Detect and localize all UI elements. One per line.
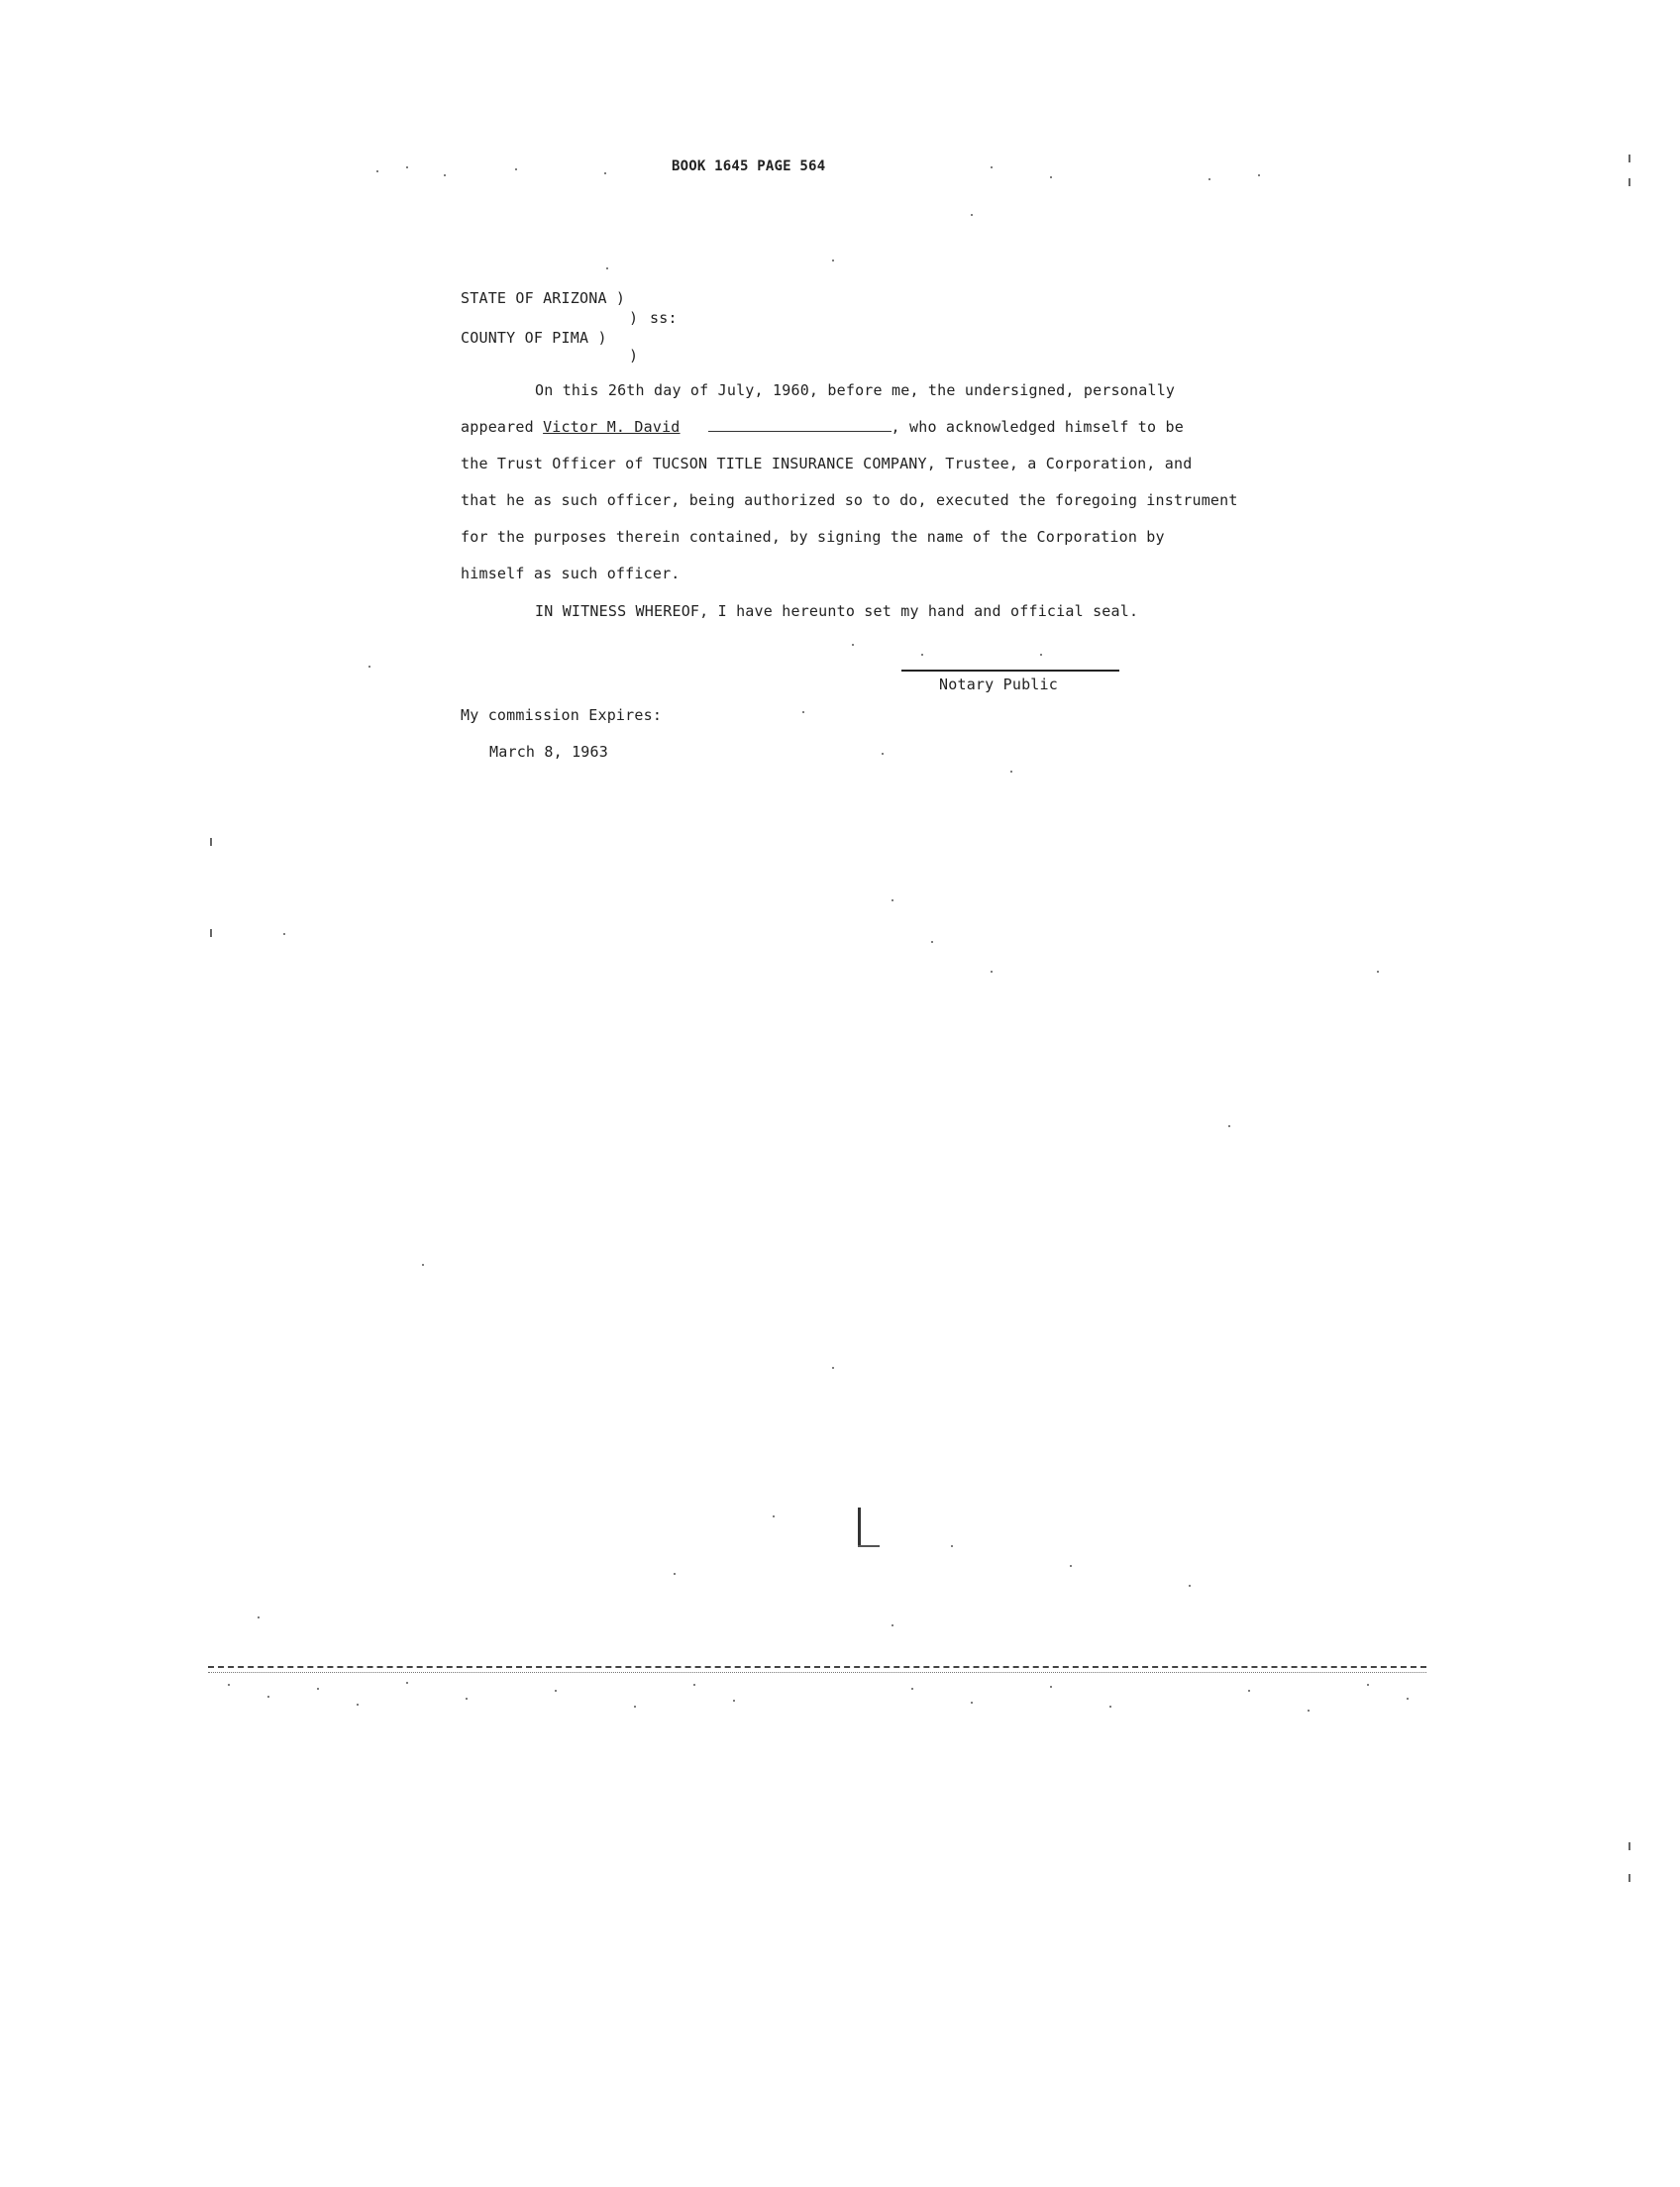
scan-speck bbox=[951, 1545, 953, 1547]
scan-speck bbox=[911, 1688, 913, 1690]
scan-speck bbox=[931, 941, 933, 943]
scan-speck bbox=[267, 1696, 269, 1698]
scan-speck bbox=[773, 1515, 775, 1517]
scan-speck bbox=[1070, 1565, 1072, 1567]
venue-state: STATE OF ARIZONA ) bbox=[461, 289, 626, 307]
scan-speck bbox=[368, 666, 370, 668]
scan-speck bbox=[1050, 1686, 1052, 1688]
ack-line-1: On this 26th day of July, 1960, before me, the undersigned, personally bbox=[535, 381, 1176, 399]
edge-mark bbox=[1628, 155, 1630, 162]
scan-speck bbox=[1407, 1698, 1409, 1700]
commission-date: March 8, 1963 bbox=[489, 743, 608, 761]
scan-speck bbox=[376, 170, 378, 172]
scan-speck bbox=[882, 753, 884, 755]
venue-county: COUNTY OF PIMA ) bbox=[461, 329, 607, 347]
blank-line bbox=[708, 419, 892, 432]
scan-speck bbox=[1377, 971, 1379, 973]
edge-mark bbox=[210, 838, 212, 846]
scan-speck bbox=[466, 1698, 468, 1700]
scan-speck bbox=[228, 1684, 230, 1686]
stray-mark bbox=[858, 1508, 861, 1547]
scan-speck bbox=[283, 933, 285, 935]
scan-speck bbox=[733, 1700, 735, 1702]
scan-speck bbox=[317, 1688, 319, 1690]
ack-line-3: the Trust Officer of TUCSON TITLE INSURANCE COMPANY, Trustee, a Corporation, and bbox=[461, 455, 1193, 472]
scan-speck bbox=[802, 711, 804, 713]
scan-speck bbox=[971, 214, 973, 216]
scan-speck bbox=[1308, 1710, 1310, 1712]
venue-paren: ) bbox=[629, 309, 639, 327]
scan-speck bbox=[258, 1616, 260, 1618]
ack-line-2-suffix: , who acknowledged himself to be bbox=[891, 418, 1184, 436]
scan-speck bbox=[832, 260, 834, 261]
scan-speck bbox=[634, 1706, 636, 1708]
notary-public-label: Notary Public bbox=[939, 676, 1058, 693]
scan-speck bbox=[852, 644, 854, 646]
stray-mark-foot bbox=[858, 1545, 880, 1547]
scan-speck bbox=[1367, 1684, 1369, 1686]
scan-speck bbox=[1109, 1706, 1111, 1708]
signature-line bbox=[901, 670, 1119, 672]
edge-mark bbox=[1628, 1842, 1630, 1850]
edge-mark bbox=[1628, 178, 1630, 186]
ack-line-6: himself as such officer. bbox=[461, 565, 681, 582]
scan-speck bbox=[406, 166, 408, 168]
witness-clause: IN WITNESS WHEREOF, I have hereunto set my hand and official seal. bbox=[535, 602, 1139, 620]
scan-speck bbox=[1248, 1690, 1250, 1692]
ack-line-5: for the purposes therein contained, by signing the name of the Corporation by bbox=[461, 528, 1165, 546]
scan-speck bbox=[1050, 176, 1052, 178]
bottom-rule bbox=[208, 1666, 1426, 1668]
scan-speck bbox=[422, 1264, 424, 1266]
scan-speck bbox=[1208, 178, 1210, 180]
scan-speck bbox=[892, 1624, 893, 1626]
ack-line-2 bbox=[461, 418, 1184, 436]
ack-line-4: that he as such officer, being authorized so to do, executed the foregoing instrument bbox=[461, 491, 1238, 509]
scan-speck bbox=[1010, 771, 1012, 773]
scan-speck bbox=[892, 899, 893, 901]
book-page-reference: BOOK 1645 PAGE 564 bbox=[672, 158, 826, 174]
edge-mark bbox=[1628, 1874, 1630, 1882]
bottom-rule-shadow bbox=[208, 1672, 1426, 1673]
scan-speck bbox=[1228, 1125, 1230, 1127]
scan-speck bbox=[515, 168, 517, 170]
venue-paren-bottom: ) bbox=[629, 347, 639, 364]
scan-speck bbox=[555, 1690, 557, 1692]
scan-speck bbox=[832, 1367, 834, 1369]
scan-speck bbox=[693, 1684, 695, 1686]
scan-speck bbox=[991, 166, 993, 168]
scan-speck bbox=[674, 1573, 676, 1575]
scan-speck bbox=[606, 267, 608, 269]
scan-speck bbox=[971, 1702, 973, 1704]
scan-speck bbox=[444, 174, 446, 176]
scan-speck bbox=[1189, 1585, 1191, 1587]
ack-line-2-prefix: appeared bbox=[461, 418, 544, 436]
scan-speck bbox=[1040, 654, 1042, 656]
venue-ss: ss: bbox=[650, 309, 678, 327]
commission-label: My commission Expires: bbox=[461, 706, 663, 724]
scan-speck bbox=[406, 1682, 408, 1684]
scan-speck bbox=[357, 1704, 359, 1706]
scan-speck bbox=[991, 971, 993, 973]
edge-mark bbox=[210, 929, 212, 937]
officer-name: Victor M. David bbox=[543, 418, 681, 436]
venue-state-text: STATE OF ARIZONA bbox=[461, 289, 607, 307]
scan-speck bbox=[604, 172, 606, 174]
venue-county-text: COUNTY OF PIMA bbox=[461, 329, 589, 347]
scan-speck bbox=[1258, 174, 1260, 176]
scan-speck bbox=[921, 654, 923, 656]
